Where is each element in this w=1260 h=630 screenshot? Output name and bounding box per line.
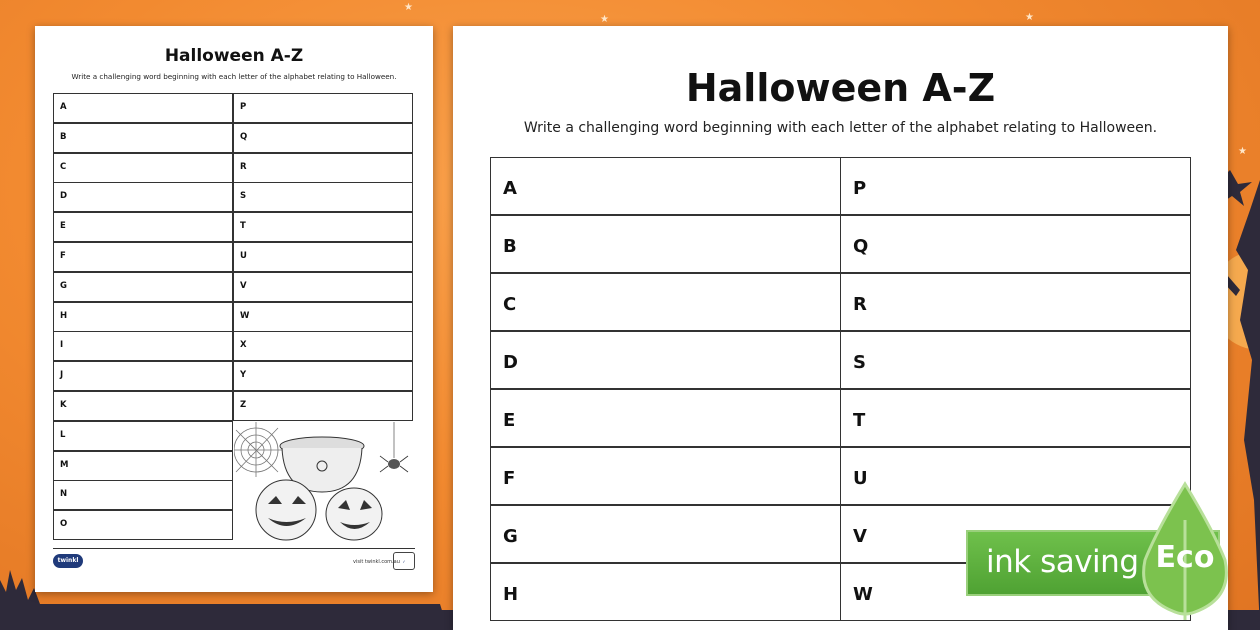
thumbnail-letter-cell: K	[53, 391, 233, 421]
letter-cell: Q	[840, 215, 1191, 273]
thumbnail-letter-cell: F	[53, 242, 233, 272]
thumbnail-letter-cell: L	[53, 421, 233, 451]
thumbnail-letter-cell: C	[53, 153, 233, 183]
thumbnail-letter-cell: A	[53, 93, 233, 123]
thumbnail-title: Halloween A-Z	[164, 46, 304, 66]
letter-cell: A	[490, 157, 841, 215]
page-title: Halloween A-Z	[685, 66, 996, 110]
letter-cell: S	[840, 331, 1191, 389]
letter-cell: P	[840, 157, 1191, 215]
thumbnail-subtitle: Write a challenging word beginning with each letter of the alphabet relating to Halloween.	[71, 72, 397, 81]
thumbnail-letter-cell: V	[233, 272, 413, 302]
thumbnail-letter-cell: T	[233, 212, 413, 242]
letter-cell: R	[840, 273, 1191, 331]
letter-cell: D	[490, 331, 841, 389]
letter-cell: W	[840, 563, 1191, 621]
thumbnail-letter-cell: M	[53, 451, 233, 481]
thumbnail-letter-cell: N	[53, 480, 233, 510]
halloween-illustration	[234, 422, 418, 544]
thumbnail-letter-cell: Z	[233, 391, 413, 421]
letter-cell: G	[490, 505, 841, 563]
thumbnail-letter-cell: P	[233, 93, 413, 123]
eco-label: Eco	[1155, 540, 1215, 575]
letter-cell: T	[840, 389, 1191, 447]
quality-badge-icon: ✓	[393, 552, 415, 570]
thumbnail-letter-cell: I	[53, 331, 233, 361]
star-icon: ★	[600, 14, 609, 25]
letter-cell: B	[490, 215, 841, 273]
letter-cell: V	[840, 505, 1191, 563]
thumbnail-letter-cell: E	[53, 212, 233, 242]
letter-cell: E	[490, 389, 841, 447]
thumbnail-letter-cell: D	[53, 182, 233, 212]
thumbnail-letter-cell: U	[233, 242, 413, 272]
worksheet-thumbnail	[35, 26, 433, 592]
star-icon: ★	[404, 2, 413, 13]
ink-saving-label: ink saving	[986, 544, 1139, 580]
letter-cell: F	[490, 447, 841, 505]
thumbnail-footer-rule	[53, 548, 415, 549]
star-icon: ★	[1025, 12, 1034, 23]
thumbnail-letter-cell: S	[233, 182, 413, 212]
letter-cell: U	[840, 447, 1191, 505]
letter-cell: C	[490, 273, 841, 331]
thumbnail-letter-cell: J	[53, 361, 233, 391]
thumbnail-letter-cell: Q	[233, 123, 413, 153]
thumbnail-letter-cell: G	[53, 272, 233, 302]
thumbnail-letter-cell: H	[53, 302, 233, 332]
page-subtitle: Write a challenging word beginning with each letter of the alphabet relating to Halloween.	[523, 120, 1158, 136]
thumbnail-letter-cell: O	[53, 510, 233, 540]
twinkl-logo: twinkl	[53, 554, 83, 568]
thumbnail-letter-cell: Y	[233, 361, 413, 391]
thumbnail-letter-cell: W	[233, 302, 413, 332]
letter-cell: H	[490, 563, 841, 621]
thumbnail-letter-cell: R	[233, 153, 413, 183]
thumbnail-letter-cell: X	[233, 331, 413, 361]
star-icon: ★	[1238, 146, 1247, 157]
footer-url: visit twinkl.com.au	[353, 559, 400, 565]
thumbnail-letter-cell: B	[53, 123, 233, 153]
